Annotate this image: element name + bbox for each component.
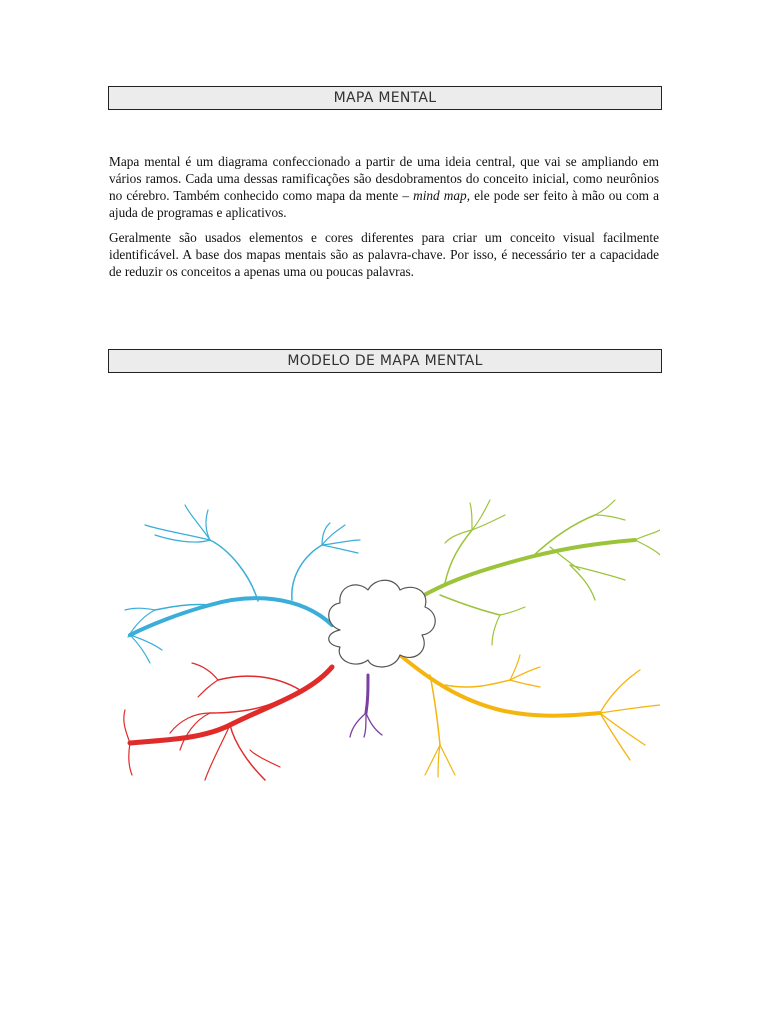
- mind-map-illustration: [100, 485, 660, 785]
- central-idea-cloud: [329, 580, 435, 667]
- mind-map-branch-orange: [400, 655, 660, 777]
- intro-text-after: ele pode ser feito à mão ou com a ajuda de programas e aplicativos.: [109, 188, 659, 220]
- section-title-mapa-mental: MAPA MENTAL: [108, 86, 662, 110]
- section-title-modelo: MODELO DE MAPA MENTAL: [108, 349, 662, 373]
- second-paragraph: Geralmente são usados elementos e cores diferentes para criar um conceito visual facilmente identificável. A base dos mapas mentais são as palavra-chave. Por isso, é necessário ter a capacidade de reduzir os conceitos a apenas uma ou poucas palavras.: [109, 230, 659, 279]
- mind-map-branch-purple: [350, 675, 382, 737]
- mind-map-branch-blue: [125, 505, 360, 663]
- intro-paragraph: [109, 153, 659, 221]
- intro-text-before: Mapa mental é um diagrama confeccionado a partir de uma ideia central, que vai se ampliando em vários ramos. Cada uma dessas ramificações são desdobramentos do conceito inicial, como neurônios no cérebro. Também conhecido como mapa da mente –: [109, 154, 659, 203]
- intro-text-italic: mind map,: [413, 188, 471, 203]
- mind-map-branch-red: [124, 663, 332, 780]
